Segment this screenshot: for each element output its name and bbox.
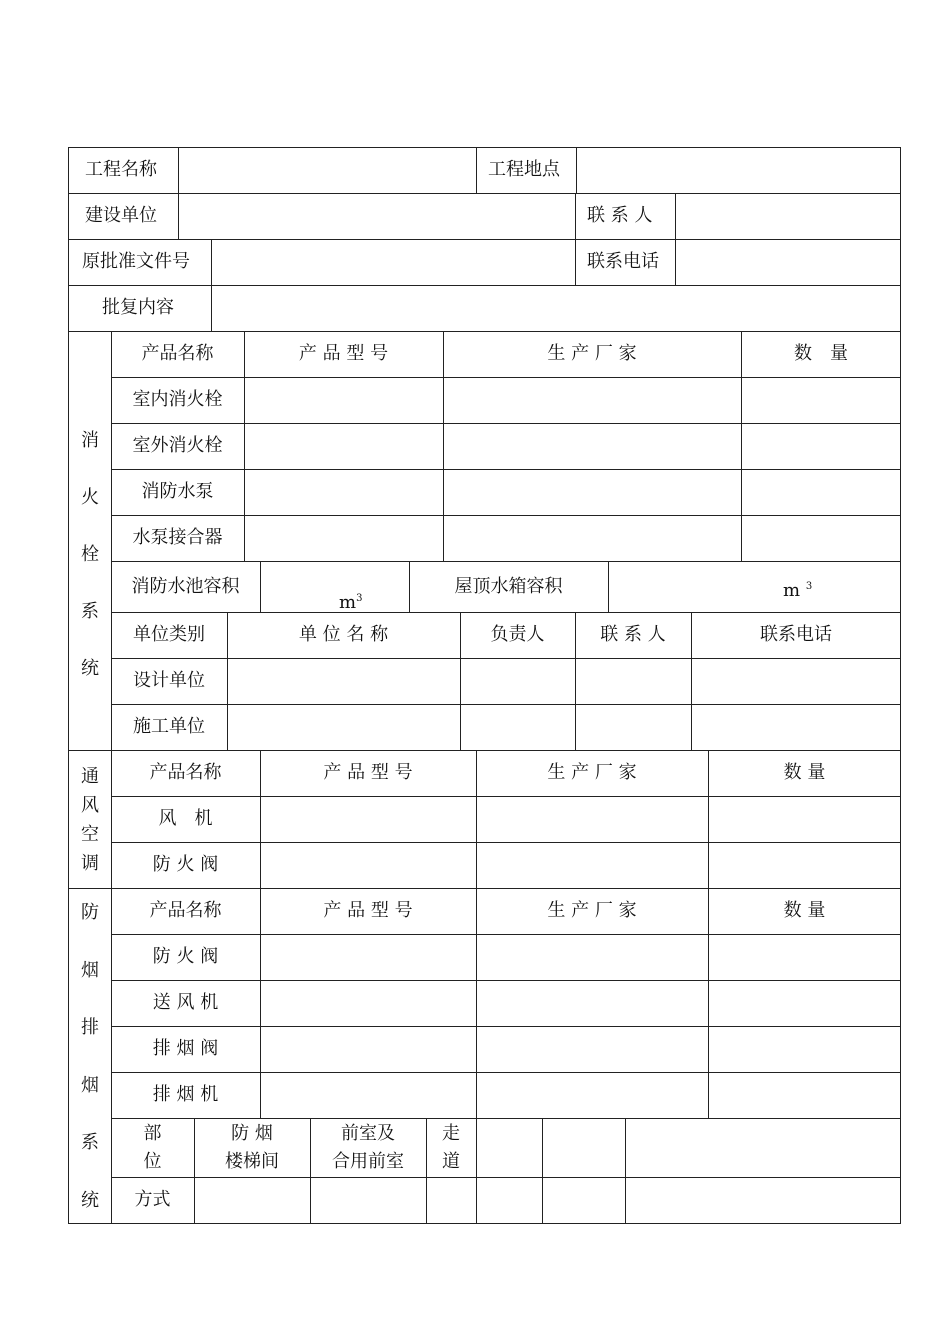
smoke-row-exhaust-damper: 排 烟 阀 xyxy=(152,1038,219,1059)
hydrant-row-indoor: 室内消火栓 xyxy=(132,389,223,410)
project-location-label: 工程地点 xyxy=(488,159,560,180)
smoke-row-exhaust-fan: 排 烟 机 xyxy=(152,1084,219,1105)
tank-volume-unit: m $^3$ xyxy=(783,580,813,601)
hydrant-header-product: 产品名称 xyxy=(141,343,214,364)
stair-label-line1: 防 烟 xyxy=(231,1123,273,1144)
corridor-label-line2: 道 xyxy=(442,1151,460,1172)
smoke-header-product: 产品名称 xyxy=(149,900,222,921)
unit-header-phone: 联系电话 xyxy=(760,624,832,645)
unit-row-construction: 施工单位 xyxy=(133,716,205,737)
project-name-label: 工程名称 xyxy=(85,159,157,180)
hydrant-header-maker: 生 产 厂 家 xyxy=(547,343,637,364)
front-room-label-line1: 前室及 xyxy=(341,1123,395,1144)
hvac-header-product: 产品名称 xyxy=(149,762,222,783)
location-label-line1: 部 xyxy=(143,1123,162,1144)
hydrant-header-model: 产 品 型 号 xyxy=(298,343,389,364)
hvac-row-fire-damper: 防 火 阀 xyxy=(152,854,219,875)
front-room-label-line2: 合用前室 xyxy=(332,1151,404,1172)
stair-label-line2: 楼梯间 xyxy=(225,1151,279,1172)
method-label: 方式 xyxy=(134,1189,171,1210)
hvac-header-maker: 生 产 厂 家 xyxy=(547,762,637,783)
approval-content-label: 批复内容 xyxy=(102,297,174,318)
smoke-row-fire-damper: 防 火 阀 xyxy=(152,946,219,967)
tank-volume-label: 屋顶水箱容积 xyxy=(454,576,563,597)
construction-unit-label: 建设单位 xyxy=(85,205,157,226)
hydrant-section-label: 消 火 栓 系 统 xyxy=(81,430,99,679)
pool-volume-unit: $m^3$ xyxy=(339,592,363,613)
location-label-line2: 位 xyxy=(143,1151,162,1172)
original-approval-no-label: 原批准文件号 xyxy=(82,251,190,272)
hydrant-header-qty: 数 量 xyxy=(794,343,848,364)
corridor-label-line1: 走 xyxy=(442,1123,460,1144)
hvac-header-model: 产 品 型 号 xyxy=(323,762,413,783)
smoke-header-maker: 生 产 厂 家 xyxy=(547,900,637,921)
unit-row-design: 设计单位 xyxy=(133,670,205,691)
hvac-header-qty: 数 量 xyxy=(783,762,826,783)
contact-phone-label: 联系电话 xyxy=(587,251,659,272)
pool-volume-label: 消防水池容积 xyxy=(131,576,240,597)
smoke-header-qty: 数 量 xyxy=(783,900,826,921)
hydrant-row-connector: 水泵接合器 xyxy=(132,527,223,548)
unit-header-name: 单 位 名 称 xyxy=(298,624,389,645)
unit-header-category: 单位类别 xyxy=(133,624,205,645)
smoke-section-label: 防 烟 排 烟 系 统 xyxy=(81,902,99,1211)
hydrant-row-pump: 消防水泵 xyxy=(141,481,214,502)
contact-person-label: 联 系 人 xyxy=(587,205,653,226)
hydrant-row-outdoor: 室外消火栓 xyxy=(132,435,223,456)
unit-header-contact: 联 系 人 xyxy=(600,624,666,645)
unit-header-leader: 负责人 xyxy=(490,624,545,645)
hvac-section-label: 通 风 空 调 xyxy=(81,766,99,874)
hvac-row-fan: 风 机 xyxy=(158,808,213,829)
smoke-header-model: 产 品 型 号 xyxy=(323,900,413,921)
smoke-row-supply-fan: 送 风 机 xyxy=(152,992,219,1013)
